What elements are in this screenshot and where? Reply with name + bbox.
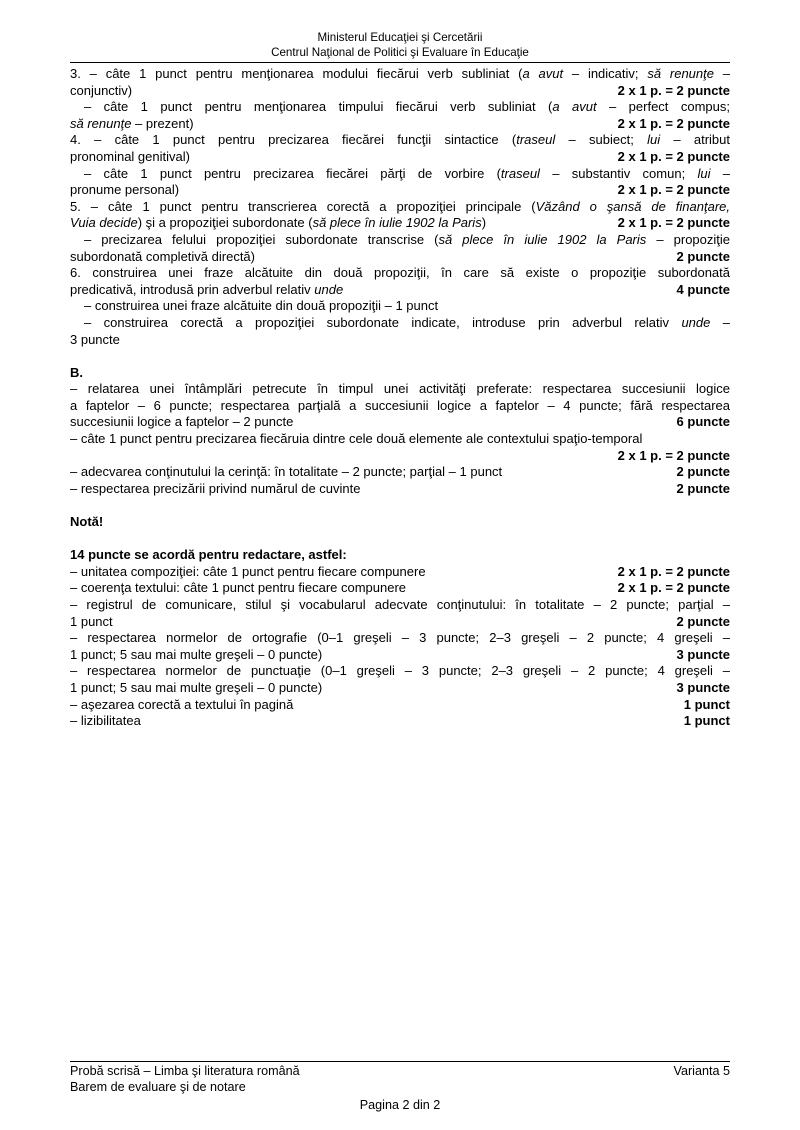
document-line [70,448,730,465]
line-text: 6. construirea unei fraze alcătuite din două propoziţii, în care să existe o propoziţie subordonată [70,265,730,281]
score-value: 2 x 1 p. = 2 puncte [617,215,730,231]
line-text: 1 punct; 5 sau mai multe greşeli – 0 puncte) [70,646,323,662]
line-text: – relatarea unei întâmplări petrecute în timpul unei activităţi preferate: respectarea succesiunii logice [70,381,730,397]
line-text: – respectarea normelor de ortografie (0–1 greşeli – 3 puncte; 2–3 greşeli – 2 puncte; 4 greşeli – [70,630,730,646]
document-line [70,630,730,647]
document-line [70,199,730,216]
line-text: – precizarea felului propoziţiei subordonate transcrise (să plece în iulie 1902 la Paris – propoziţie [84,231,730,247]
document-line [70,481,730,498]
document-line [70,83,730,100]
line-text: succesiunii logice a faptelor – 2 puncte [70,414,294,430]
document-line [70,66,730,83]
line-text: – câte 1 punct pentru precizarea fiecărei părţi de vorbire (traseul – substantiv comun; lui – [84,165,730,181]
score-value: 1 punct [683,696,730,712]
document-line [70,398,730,415]
document-line [70,414,730,431]
line-text: Notă! [70,514,104,530]
document-line [70,348,730,365]
line-text: – construirea unei fraze alcătuite din două propoziţii – 1 punct [84,298,439,314]
line-text: – câte 1 punct pentru precizarea fiecăruia dintre cele două elemente ale contextului spaţio-temporal [70,431,643,447]
score-value: 2 puncte [676,613,730,629]
line-text: predicativă, introdusă prin adverbul relativ unde [70,281,344,297]
document-line [70,663,730,680]
score-value: 2 x 1 p. = 2 puncte [617,115,730,131]
line-text: a faptelor – 6 puncte; respectarea parţială a succesiunii logice a faptelor – 4 puncte; fără respectarea [70,397,730,413]
line-text: pronominal genitival) [70,148,190,164]
document-line [70,547,730,564]
document-line [70,332,730,349]
footer-row [70,1064,730,1080]
document-line [70,182,730,199]
page-header [70,31,730,60]
line-text: Vuia decide) şi a propoziţiei subordonate (să plece în iulie 1902 la Paris) [70,215,487,231]
score-value: 4 puncte [676,281,730,297]
line-text: 5. – câte 1 punct pentru transcrierea corectă a propoziţiei principale (Văzând o şansă de finanţare, [70,198,730,214]
line-text: – unitatea compoziţiei: câte 1 punct pentru fiecare compunere [70,563,426,579]
document-line [70,265,730,282]
document-line [70,381,730,398]
score-value: 3 puncte [676,679,730,695]
document-line [70,431,730,448]
document-line [70,713,730,730]
document-line [70,282,730,299]
footer-exam-title: Probă scrisă – Limba şi literatura română [70,1064,300,1078]
line-text: – respectarea normelor de punctuaţie (0–1 greşeli – 3 puncte; 2–3 greşeli – 2 puncte; 4 greşeli – [70,663,730,679]
document-line [70,298,730,315]
ministry-title: Ministerul Educaţiei şi Cercetării [317,31,483,44]
score-value: 1 punct [683,713,730,729]
document-line [70,531,730,548]
line-text: 2 x 1 p. = 2 puncte [617,447,730,463]
page-footer [70,1061,730,1114]
score-value: 2 x 1 p. = 2 puncte [617,580,730,596]
document-line [70,249,730,266]
line-text: 3. – câte 1 punct pentru menţionarea modului fiecărui verb subliniat (a avut – indicativ; să renunţe – [70,66,731,81]
document-line [70,365,730,382]
footer-page-number: Pagina 2 din 2 [359,1098,441,1112]
footer-variant: Varianta 5 [673,1064,730,1078]
document-line [70,99,730,116]
document-line [70,497,730,514]
document-line [70,215,730,232]
score-value: 3 puncte [676,646,730,662]
header-divider [70,62,730,63]
document-line [70,132,730,149]
line-text: conjunctiv) [70,82,133,98]
line-text: – câte 1 punct pentru menţionarea timpului fiecărui verb subliniat (a avut – perfect compus; [84,99,730,115]
line-text: – lizibilitatea [70,713,141,729]
document-line [70,580,730,597]
center-title: Centrul Naţional de Politici şi Evaluare în Educaţie [271,45,529,59]
score-value: 2 x 1 p. = 2 puncte [617,563,730,579]
line-text: – coerenţa textului: câte 1 punct pentru fiecare compunere [70,580,407,596]
footer-subtitle: Barem de evaluare şi de notare [70,1079,246,1094]
document-line [70,697,730,714]
line-text: – construirea corectă a propoziţiei subordonate indicate, introduse prin adverbul relativ unde – [84,314,730,330]
document-line [70,647,730,664]
line-text: subordonată completivă directă) [70,248,255,264]
document-line [70,116,730,133]
line-text: – adecvarea conţinutului la cerinţă: în totalitate – 2 puncte; parţial – 1 punct [70,464,503,480]
line-text: 3 puncte [70,331,120,347]
document-line [70,149,730,166]
line-text: 1 punct; 5 sau mai multe greşeli – 0 puncte) [70,679,323,695]
line-text: 4. – câte 1 punct pentru precizarea fiecărei funcţii sintactice (traseul – subiect; lui – atribut [70,132,730,148]
document-body [70,66,730,730]
score-value: 2 x 1 p. = 2 puncte [617,148,730,164]
document-line [70,514,730,531]
score-value: 2 puncte [676,248,730,264]
document-line [70,315,730,332]
document-line [70,166,730,183]
score-value: 2 x 1 p. = 2 puncte [617,82,730,98]
score-value: 2 x 1 p. = 2 puncte [617,182,730,198]
document-line [70,232,730,249]
score-value: 2 puncte [676,464,730,480]
line-text: 14 puncte se acordă pentru redactare, astfel: [70,547,347,563]
line-text: – aşezarea corectă a textului în pagină [70,696,294,712]
line-text: – respectarea precizării privind numărul de cuvinte [70,480,361,496]
line-text: 1 punct [70,613,113,629]
line-text: să renunţe – prezent) [70,115,194,131]
document-line [70,464,730,481]
document-line [70,680,730,697]
document-line [70,597,730,614]
document-line [70,614,730,631]
score-value: 2 puncte [676,480,730,496]
score-value: 6 puncte [676,414,730,430]
line-text: pronume personal) [70,182,180,198]
line-text: – registrul de comunicare, stilul şi vocabularul adecvate conţinutului: în totalitate – 2 puncte; parţial – [70,597,730,612]
line-text: B. [70,364,83,380]
document-line [70,564,730,581]
